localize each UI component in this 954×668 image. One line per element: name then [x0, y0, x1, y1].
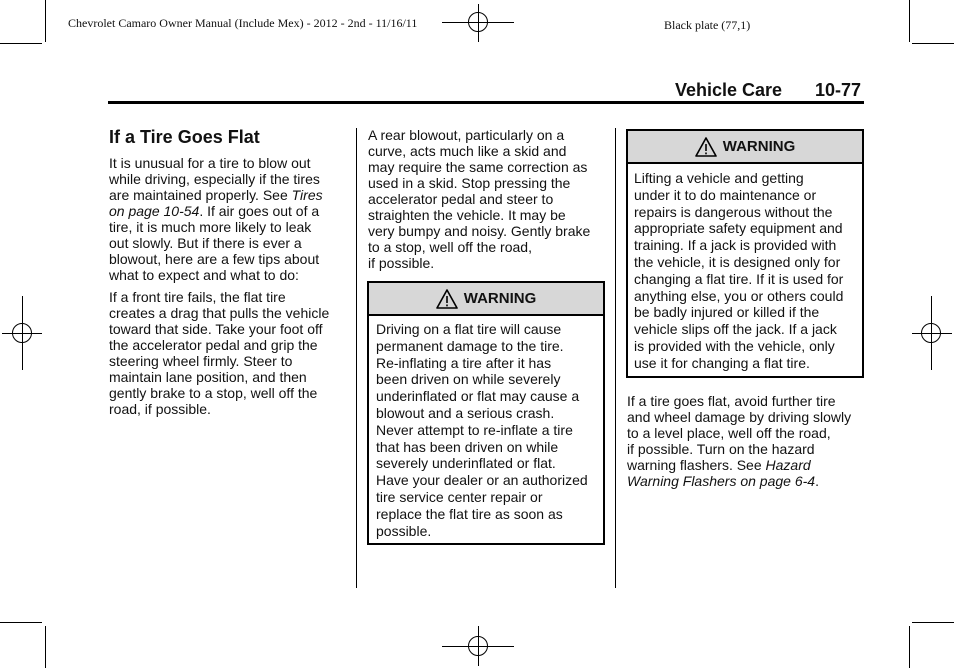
text-line: repairs is dangerous without the — [634, 203, 833, 220]
text-line: steering wheel firmly. Steer to — [109, 353, 293, 369]
col3-paragraph-1 — [627, 393, 851, 489]
column-divider — [615, 128, 616, 588]
plate-info: Black plate (77,1) — [664, 18, 751, 32]
crop-mark — [909, 0, 910, 42]
text-line: blowout and a serious crash. — [376, 404, 555, 421]
crop-mark — [0, 622, 42, 623]
crop-mark — [912, 43, 954, 44]
warning-box-jack — [626, 129, 864, 378]
text-line: under it to do maintenance or — [634, 186, 817, 203]
registration-mark-top — [442, 0, 514, 44]
crop-mark — [45, 626, 46, 668]
text-line: may require the same correction as — [368, 159, 588, 175]
warning-text — [634, 170, 843, 372]
warning-icon — [695, 136, 717, 158]
text-line: Lifting a vehicle and getting — [634, 170, 804, 186]
text-line: training. If a jack is provided with — [634, 237, 837, 254]
text-line: replace the flat tire as soon as — [376, 505, 563, 522]
text-line: gently brake to a stop, well off the — [109, 385, 318, 401]
text-line: Re-inflating a tire after it has — [376, 354, 552, 371]
text-line: underinflated or flat may cause a — [376, 388, 580, 405]
text-line: use it for changing a flat tire. — [634, 354, 810, 371]
text-line: to a stop, well off the road, — [368, 239, 532, 255]
text-line: accelerator pedal and steer to — [368, 191, 554, 207]
text-line: warning flashers. See Hazard — [627, 457, 811, 473]
text-line: and wheel damage by driving slowly — [627, 409, 852, 425]
warning-box-flat-tire — [367, 281, 605, 545]
text-line: changing a flat tire. If it is used for — [634, 270, 844, 287]
text-line: Never attempt to re-inflate a tire — [376, 421, 573, 438]
print-info-left: Chevrolet Camaro Owner Manual (Include Mex) - 2012 - 2nd - 11/16/11 — [68, 16, 418, 30]
text-line: the vehicle, it is designed only for — [634, 253, 841, 270]
col1-paragraph-2 — [109, 289, 329, 417]
text-line: been driven on while severely — [376, 371, 561, 388]
section-name: Vehicle Care — [675, 80, 783, 100]
crop-mark — [912, 622, 954, 623]
col2-paragraph-1 — [368, 127, 590, 271]
text-line: Driving on a flat tire will cause — [376, 321, 562, 337]
text-line: Warning Flashers on page 6-4. — [627, 473, 819, 489]
registration-mark-bottom — [442, 624, 514, 668]
header-rule — [108, 101, 864, 104]
section-title: If a Tire Goes Flat — [109, 127, 260, 147]
warning-header — [369, 283, 603, 316]
text-line: very bumpy and noisy. Gently brake — [368, 223, 591, 239]
col1-paragraph-1 — [109, 155, 323, 283]
warning-icon — [436, 288, 458, 310]
column-divider — [356, 128, 357, 588]
text-line: road, if possible. — [109, 401, 211, 417]
crop-mark — [0, 43, 42, 44]
warning-title: WARNING — [722, 138, 796, 155]
text-line: on page 10-54. If air goes out of a — [109, 203, 320, 219]
text-line: tire service center repair or — [376, 488, 543, 505]
crop-mark — [909, 626, 910, 668]
text-line: curve, acts much like a skid and — [368, 143, 567, 159]
text-line: If a front tire fails, the flat tire — [109, 289, 286, 305]
text-line: straighten the vehicle. It may be — [368, 207, 566, 223]
crop-mark — [45, 0, 46, 42]
text-line: toward that side. Take your foot off — [109, 321, 323, 337]
registration-mark-right — [910, 296, 954, 370]
registration-mark-left — [0, 296, 44, 370]
warning-text — [376, 321, 588, 539]
text-line: used in a skid. Stop pressing the — [368, 175, 571, 191]
text-line: permanent damage to the tire. — [376, 337, 564, 354]
text-line: A rear blowout, particularly on a — [368, 127, 565, 143]
text-line: appropriate safety equipment and — [634, 220, 843, 237]
text-line: that has been driven on while — [376, 438, 559, 455]
text-line: Have your dealer or an authorized — [376, 472, 588, 489]
text-line: It is unusual for a tire to blow out — [109, 155, 311, 171]
text-line: maintain lane position, and then — [109, 369, 307, 385]
text-line: vehicle slips off the jack. If a jack — [634, 321, 837, 338]
text-line: is provided with the vehicle, only — [634, 337, 835, 354]
text-line: the accelerator pedal and grip the — [109, 337, 318, 353]
text-line: creates a drag that pulls the vehicle — [109, 305, 330, 321]
warning-title: WARNING — [463, 290, 537, 307]
text-line: if possible. — [368, 255, 435, 271]
text-line: are maintained properly. See Tires — [109, 187, 323, 203]
text-line: out slowly. But if there is ever a — [109, 235, 302, 251]
warning-header — [628, 131, 862, 164]
text-line: severely underinflated or flat. — [376, 455, 556, 472]
text-line: tire, it is much more likely to leak — [109, 219, 312, 235]
text-line: while driving, especially if the tires — [109, 171, 320, 187]
text-line: anything else, you or others could — [634, 287, 844, 304]
text-line: be badly injured or killed if the — [634, 304, 820, 321]
text-line: to a level place, well off the road, — [627, 425, 831, 441]
text-line: blowout, here are a few tips about — [109, 251, 320, 267]
text-line: possible. — [376, 522, 432, 539]
text-line: what to expect and what to do: — [109, 267, 299, 283]
text-line: if possible. Turn on the hazard — [627, 441, 815, 457]
page-number: 10-77 — [815, 80, 862, 100]
text-line: If a tire goes flat, avoid further tire — [627, 393, 836, 409]
